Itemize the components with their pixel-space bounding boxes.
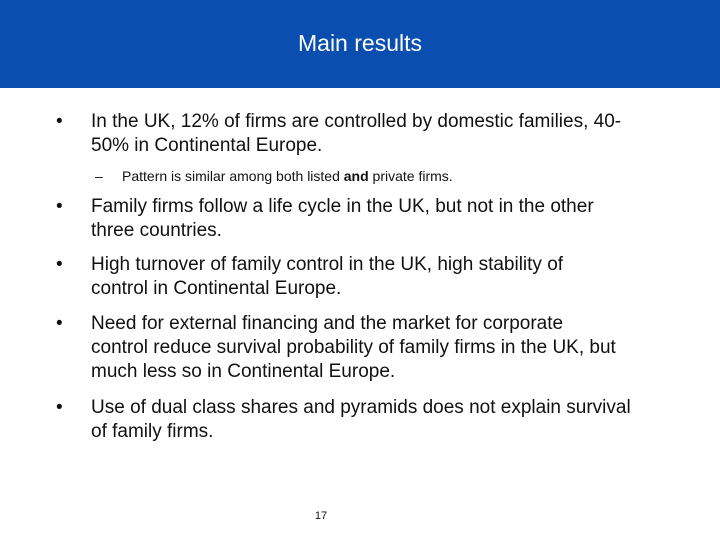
sub-bullet-text: Pattern is similar among both listed (122, 168, 344, 184)
bullet-item-4 (91, 312, 671, 384)
bullet-item-2 (91, 195, 671, 243)
bullet-marker: • (56, 313, 63, 334)
bullet-line: High turnover of family control in the UK, high stability of (91, 254, 564, 275)
bullet-line: much less so in Continental Europe. (91, 361, 396, 382)
bullet-line: control reduce survival probability of family firms in the UK, but (91, 337, 616, 358)
bullet-line: 50% in Continental Europe. (91, 135, 323, 156)
sub-bullet-bold-text: and (343, 168, 369, 184)
sub-bullet-text: private firms. (368, 168, 453, 184)
bullet-line: In the UK, 12% of firms are controlled by domestic families, 40- (91, 111, 622, 132)
sub-bullet-marker: – (95, 168, 103, 184)
sub-bullet-item (122, 168, 453, 184)
bullet-line: Need for external financing and the market for corporate (91, 313, 564, 334)
bullet-line: control in Continental Europe. (91, 278, 342, 299)
bullet-line: Family firms follow a life cycle in the UK, but not in the other (91, 196, 594, 217)
bullet-line: of family firms. (91, 421, 214, 442)
page-number: 17 (314, 510, 328, 522)
bullet-item-3 (91, 253, 671, 301)
page-title: Main results (298, 29, 422, 56)
bullet-marker: • (56, 254, 63, 275)
bullet-marker: • (56, 196, 63, 217)
bullet-line: Use of dual class shares and pyramids does not explain survival (91, 397, 631, 418)
bullet-marker: • (56, 397, 63, 418)
bullet-marker: • (56, 111, 63, 132)
bullet-item-5 (91, 396, 671, 444)
bullet-item-1 (91, 110, 671, 158)
bullet-line: three countries. (91, 220, 222, 241)
